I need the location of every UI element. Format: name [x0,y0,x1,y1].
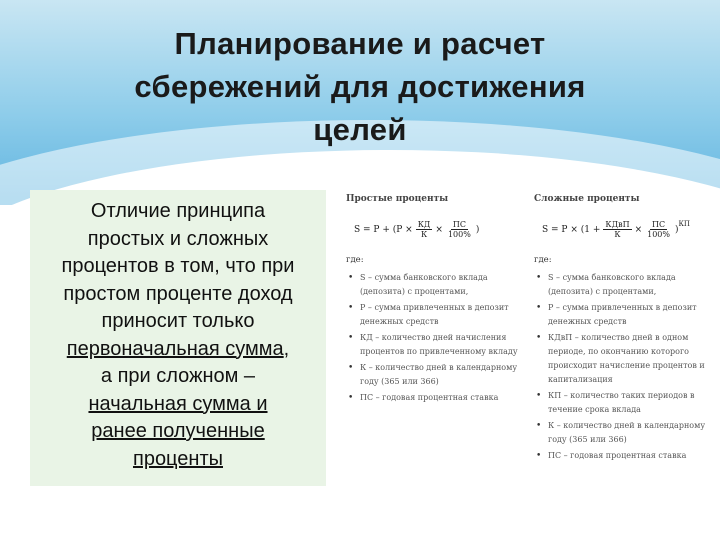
formula-lhs: S = P + (P × [354,224,413,235]
fraction-denominator: 100% [447,230,471,239]
compound-interest-heading: Сложные проценты [534,194,640,204]
fraction [603,220,631,239]
definition-item: • P – сумма привлеченных в депозит денежных средств [534,301,709,329]
explanation-line [34,446,322,474]
definition-item: • ПС – годовая процентная ставка [346,391,521,405]
fraction-denominator: 100% [647,230,670,239]
explanation-line: простых и сложных [87,227,269,250]
explanation-line: Отличие принципа [90,200,266,222]
definition-item: • КДвП – количество дней в одном периоде, по окончанию которого происходит начисление процентов и капитализация [534,331,709,387]
underlined-phrase: первоначальная сумма [66,337,284,360]
fraction-denominator: К [614,230,621,239]
formula-panel [336,188,706,518]
underlined-phrase: проценты [132,447,223,470]
slide-title [60,22,660,151]
definition-item: • S – сумма банковского вклада (депозита) с процентами, [346,271,521,299]
fraction-denominator: К [420,230,428,239]
simple-interest-column [346,188,521,407]
explanation-line: а при сложном – [100,365,256,387]
explanation-line: процентов в том, что при [61,255,295,277]
explanation-text [34,198,322,473]
explanation-line [34,336,322,364]
fraction-numerator: КД [417,220,431,229]
simple-definitions-list [346,271,521,405]
explanation-line [34,391,322,419]
title-line-2: сбережений для достижения [134,69,586,104]
definition-item: • КП – количество таких периодов в течение срока вклада [534,389,709,417]
definition-item: • P – сумма привлеченных в депозит денежных средств [346,301,521,329]
where-label: где: [346,255,364,265]
definition-item: • S – сумма банковского вклада (депозита) с процентами, [534,271,709,299]
exponent: КП [678,220,691,228]
fraction [645,220,672,239]
compound-interest-column [534,188,709,465]
simple-interest-formula [354,220,521,239]
punctuation: , [283,337,290,360]
explanation-line [34,418,322,446]
times-sign: × [634,224,643,235]
formula-close: ) [675,224,679,235]
simple-interest-heading: Простые проценты [346,194,449,204]
definition-item: • ПС – годовая процентная ставка [534,449,709,463]
where-label: где: [534,255,552,265]
underlined-phrase: ранее полученные [91,420,265,442]
title-line-1: Планирование и расчет [174,26,546,61]
formula-close: ) [475,224,480,235]
definition-item: • К – количество дней в календарному году (365 или 366) [534,419,709,447]
explanation-line: приносит только [101,310,255,332]
fraction-numerator: КДвП [605,220,630,229]
compound-interest-formula [542,220,709,239]
compound-definitions-list [534,271,709,463]
fraction [416,220,433,239]
formula-lhs: S = P × (1 + [542,224,601,235]
fraction-numerator: ПС [652,220,666,229]
fraction-numerator: ПС [452,220,466,229]
definition-item: • К – количество дней в календарному году (365 или 366) [346,361,521,389]
underlined-phrase: начальная сумма и [88,392,268,415]
times-sign: × [435,224,443,235]
definition-item: • КД – количество дней начисления процентов по привлеченному вкладу [346,331,521,359]
explanation-line: простом проценте доход [63,282,293,305]
fraction [446,220,473,239]
title-line-3: целей [313,112,407,147]
